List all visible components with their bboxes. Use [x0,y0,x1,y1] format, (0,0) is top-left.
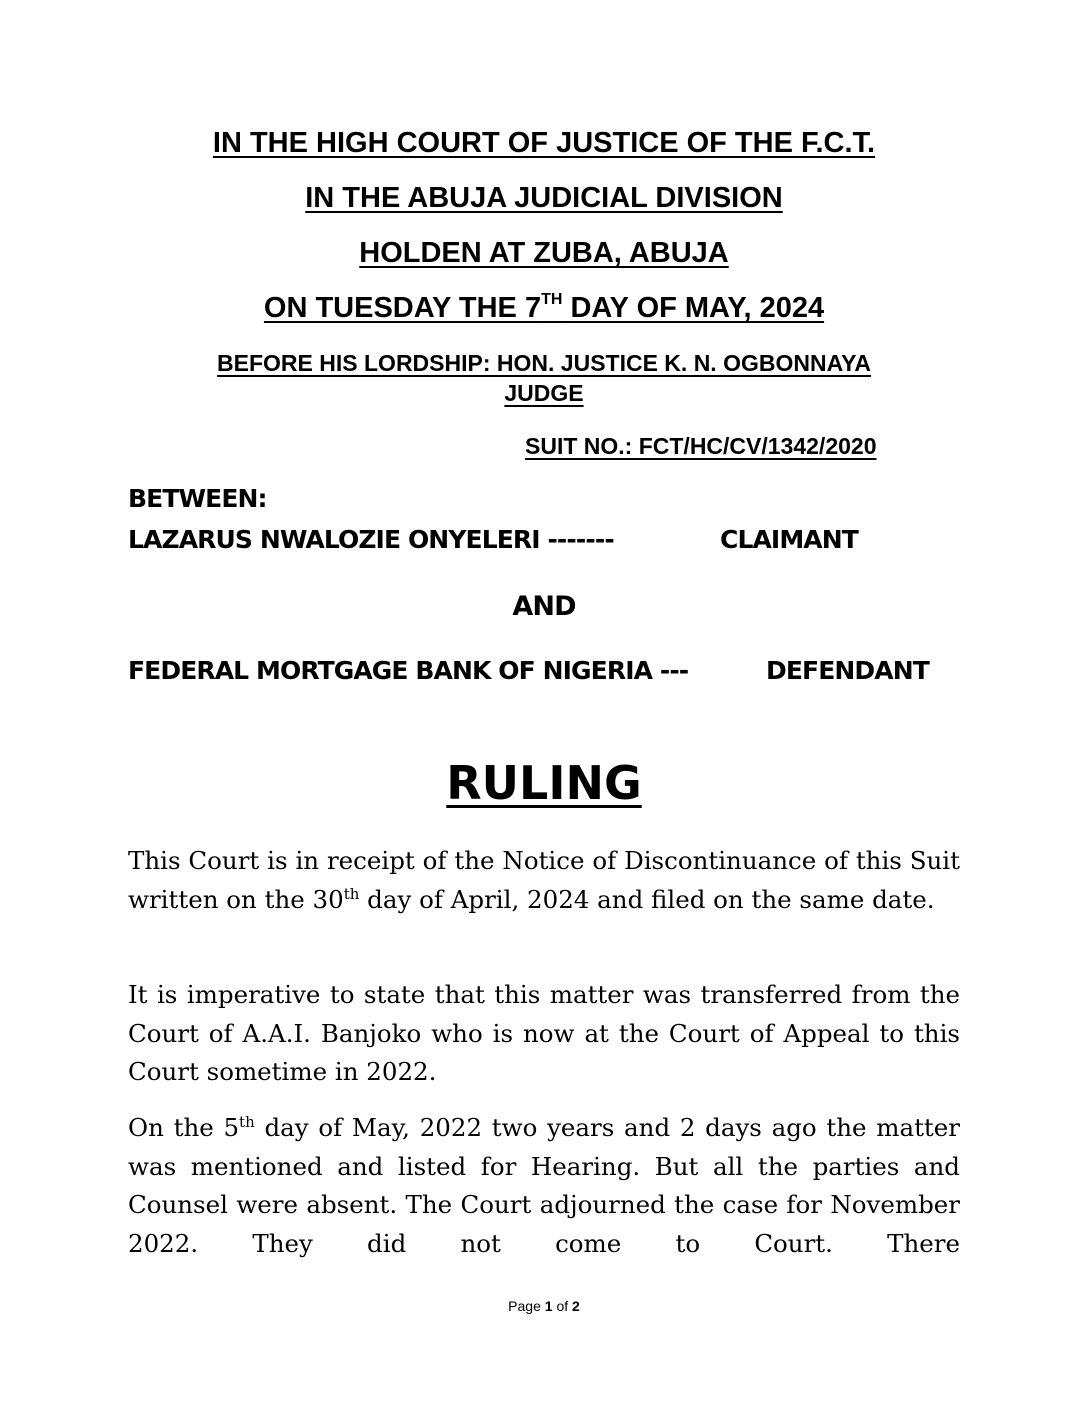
claimant-role: CLAIMANT [720,525,858,554]
defendant-role: DEFENDANT [766,656,929,685]
date-heading [0,292,1088,325]
paragraph-3-ordinal: th [239,1113,255,1131]
date-prefix: ON TUESDAY THE 7 [263,292,542,324]
body-paragraph-1 [128,842,960,919]
page-total: 2 [572,1298,580,1314]
division-heading: IN THE ABUJA JUDICIAL DIVISION [305,182,783,214]
paragraph-1-text-b: day of April, 2024 and filed on the same date. [359,884,935,914]
paragraph-3-text-a: On the 5 [128,1113,240,1142]
judge-title: JUDGE [504,380,584,406]
ruling-title: RULING [446,756,642,810]
date-ordinal-suffix: TH [541,291,563,308]
between-label: BETWEEN: [128,484,267,513]
page-word: Page [508,1298,545,1314]
holden-heading: HOLDEN AT ZUBA, ABUJA [359,237,729,269]
before-lordship: BEFORE HIS LORDSHIP: HON. JUSTICE K. N. OGBONNAYA [217,350,871,376]
claimant-name: LAZARUS NWALOZIE ONYELERI ------- [128,525,614,554]
date-suffix: DAY OF MAY, 2024 [562,292,825,324]
page-footer [0,1298,1088,1314]
page-current: 1 [544,1298,553,1314]
and-separator: AND [512,591,576,622]
court-heading: IN THE HIGH COURT OF JUSTICE OF THE F.C.T. [212,127,876,159]
paragraph-3-text-b: day of May, 2022 two years and 2 days ago the matter was mentioned and listed for Hearing. But all the parties and Counsel were absent. The Court adjourned the case for November 2022. They did not come to Court. There [128,1113,960,1258]
paragraph-1-ordinal: th [343,884,360,903]
suit-number: SUIT NO.: FCT/HC/CV/1342/2020 [525,433,877,459]
body-paragraph-2: It is imperative to state that this matter was transferred from the Court of A.A.I. Banjoko who is now at the Court of Appeal to this Court sometime in 2022. [128,980,960,1086]
paragraph-1-text-a: This Court is in receipt of the Notice of Discontinuance of this Suit written on the 30 [128,846,960,914]
page-of: of [552,1298,573,1314]
body-paragraph-3 [128,1109,960,1263]
defendant-name: FEDERAL MORTGAGE BANK OF NIGERIA --- [128,656,689,685]
